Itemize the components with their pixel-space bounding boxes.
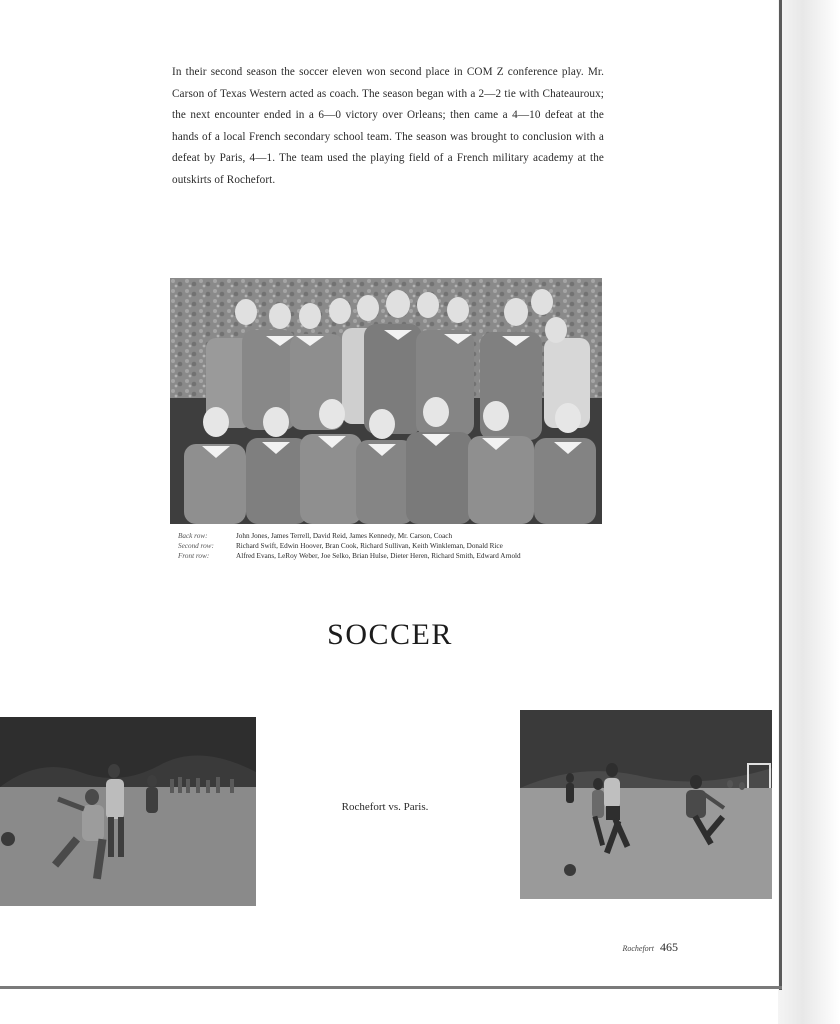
caption-names: John Jones, James Terrell, David Reid, James Kennedy, Mr. Carson, Coach: [236, 532, 453, 540]
caption-row-second: [178, 541, 618, 551]
page-edge-shadow: [778, 0, 840, 1024]
caption-names: Alfred Evans, LeRoy Weber, Joe Selko, Brian Hulse, Dieter Heren, Richard Smith, Edward Arnold: [236, 552, 521, 560]
caption-label: Front row:: [178, 552, 210, 560]
intro-paragraph: In their second season the soccer eleven won second place in COM Z conference play. Mr. Carson of Texas Western acted as coach. The season began with a 2—2 tie with Chateauroux; the next encounter ended in a 6—0 victory over Orleans; then came a 4—10 defeat at the hands of a local French secondary school team. The season was brought to conclusion with a defeat by Paris, 4—1. The team used the playing field of a French military academy at the outskirts of Rochefort.: [172, 66, 604, 186]
bottom-edge-line: [0, 986, 782, 989]
action-photo-left: [0, 717, 256, 906]
caption-row-front: [178, 551, 618, 561]
caption-label: Second row:: [178, 542, 214, 550]
caption-label: Back row:: [178, 532, 208, 540]
section-title: SOCCER: [327, 618, 453, 651]
caption-names: Richard Swift, Edwin Hoover, Bran Cook, Richard Sullivan, Keith Winkleman, Donald Rice: [236, 542, 503, 550]
caption-row-back: [178, 531, 618, 541]
page-number: 465: [660, 940, 678, 954]
folio-section-name: Rochefort: [622, 944, 654, 953]
team-photo-caption: [178, 531, 618, 561]
page-folio: [560, 940, 678, 955]
team-photo: [170, 278, 602, 524]
action-photo-right: [520, 710, 772, 899]
action-photo-caption: Rochefort vs. Paris.: [341, 801, 429, 813]
binding-line: [779, 0, 782, 990]
